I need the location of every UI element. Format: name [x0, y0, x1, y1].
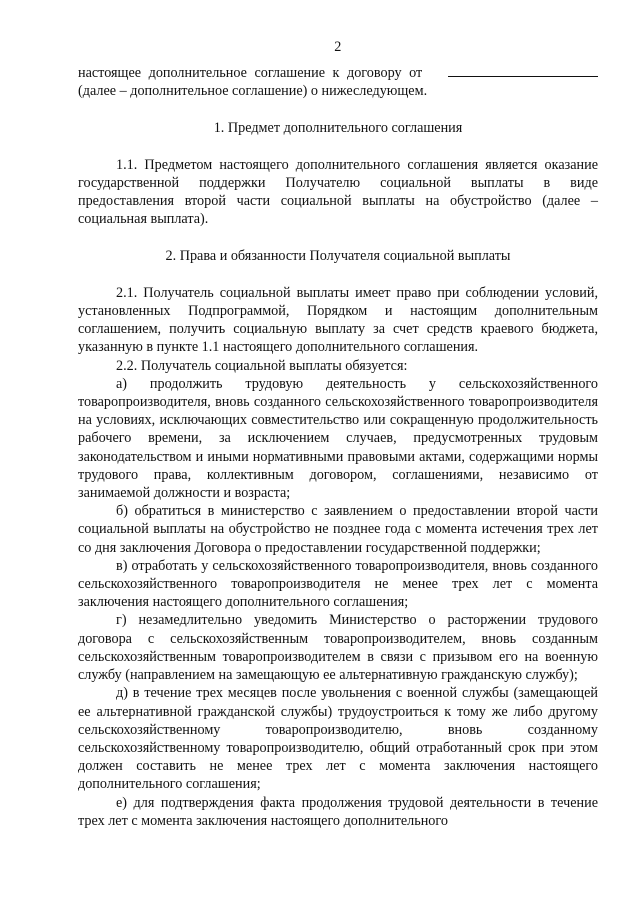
clause-d: д) в течение трех месяцев после увольнения с военной службы (замещающей ее альтернативной гражданской службы) трудоустроиться к тому же либо другому сельскохозяйственному товаропроизводителю, вновь созданному сельскохозяйственному товаропроизводителю, общий отработанный срок при этом должен составить не менее трех лет с момента заключения настоящего дополнительного соглашения; — [78, 685, 598, 793]
paragraph-1-1: 1.1. Предметом настоящего дополнительного соглашения является оказание государственной поддержки Получателю социальной выплаты в виде предоставления второй части социальной выплаты на обустройство (далее – социальная выплата). — [78, 156, 598, 228]
document-page — [78, 38, 598, 830]
clause-v: в) отработать у сельскохозяйственного товаропроизводителя, вновь созданного сельскохозяйственного товаропроизводителя не менее трех лет с момента заключения настоящего дополнительного соглашения; — [78, 557, 598, 611]
paragraph-2-1: 2.1. Получатель социальной выплаты имеет право при соблюдении условий, установленных Подпрограммой, Порядком и настоящим дополнительным соглашением, получить социальную выплату за счет средств краевого бюджета, указанную в пункте 1.1 настоящего дополнительного соглашения. — [78, 284, 598, 356]
clause-b: б) обратиться в министерство с заявлением о предоставлении второй части социальной выплаты на обустройство не позднее года с момента истечения трех лет со дня заключения Договора о предоставлении государственной поддержки; — [78, 503, 598, 556]
section-1-heading: 1. Предмет дополнительного соглашения — [213, 119, 463, 136]
intro-first-line — [78, 64, 598, 82]
clause-a: а) продолжить трудовую деятельность у сельскохозяйственного товаропроизводителя, вновь созданного сельскохозяйственного товаропроизводителя на условиях, исключающих совместительство или сокращенную продолжительность рабочего времени, за исключением случаев, предусмотренных трудовым законодательством и иными нормативными правовыми актами, содержащими нормы трудового права, коллективным договором, соглашениями, независимо от занимаемой должности и возраста; — [78, 375, 598, 502]
clause-g: г) незамедлительно уведомить Министерство о расторжении трудового договора с сельскохозяйственным товаропроизводителем, вновь созданным сельскохозяйственным товаропроизводителем в связи с призывом его на военную службу (направлением на замещающую ее альтернативную гражданскую службу); — [78, 612, 598, 684]
page-number: 2 — [334, 39, 342, 55]
paragraph-2-2: 2.2. Получатель социальной выплаты обязуется: — [116, 357, 408, 374]
section-2-heading: 2. Права и обязанности Получателя социальной выплаты — [165, 247, 511, 264]
contract-date-blank — [448, 64, 598, 77]
clause-e: е) для подтверждения факта продолжения трудовой деятельности в течение трех лет с момента заключения настоящего дополнительного — [78, 794, 598, 829]
intro-text-line1: настоящее дополнительное соглашение к договору от — [78, 65, 423, 82]
intro-text-line2: (далее – дополнительное соглашение) о нижеследующем. — [78, 83, 428, 100]
